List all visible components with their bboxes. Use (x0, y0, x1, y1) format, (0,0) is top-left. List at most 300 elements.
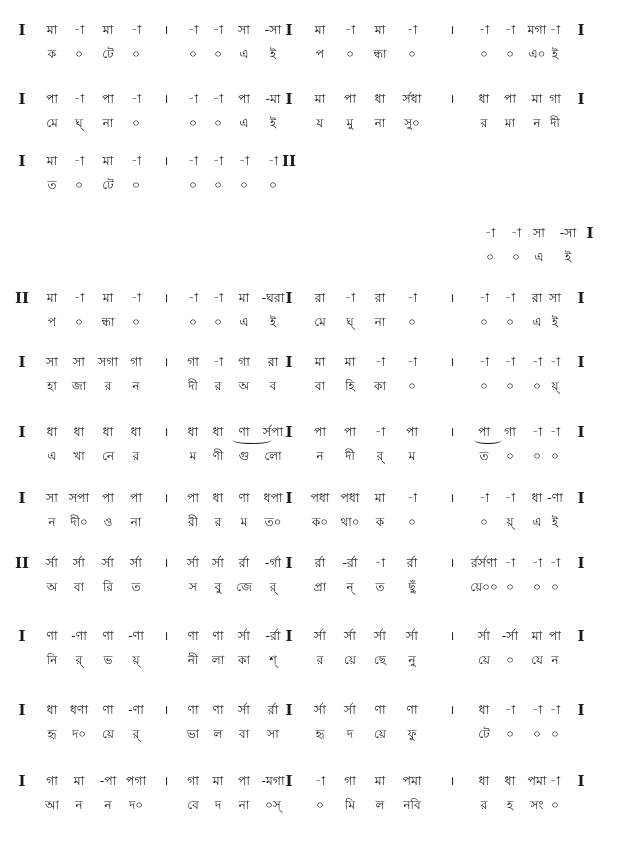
bar-line: I (18, 772, 26, 790)
swara-note: -া (478, 354, 490, 369)
slur-mark (232, 436, 272, 444)
swara-note: -া (549, 773, 561, 788)
swara-note: ধা (374, 91, 386, 106)
swara-note: -া (531, 354, 543, 369)
notation-line (0, 222, 624, 244)
swara-note: র্সা (46, 555, 58, 570)
swara-note: ধা (531, 490, 543, 505)
lyric-syllable: য়ে০০ (470, 580, 498, 594)
lyric-syllable: ই (269, 315, 277, 329)
swara-note: -া (212, 22, 224, 37)
swara-note: র্সা (238, 628, 250, 643)
beat-divider: । (163, 22, 169, 37)
swara-note: ধা (46, 702, 58, 717)
lyric-syllable: যে (531, 653, 543, 667)
beat-divider: । (449, 91, 455, 106)
lyric-syllable: ০ (506, 47, 514, 61)
lyric-syllable: টে (102, 47, 114, 61)
lyric-syllable: ০ (269, 178, 277, 192)
lyric-syllable: ন (533, 116, 541, 130)
swara-note: সা (73, 354, 85, 369)
lyric-syllable: ০ (506, 580, 514, 594)
swara-note: -সা (559, 225, 577, 240)
lyric-syllable: ত (47, 178, 57, 192)
swara-note: পা (548, 628, 562, 643)
lyric-syllable: ফু (407, 727, 417, 741)
swara-note: মা (46, 22, 58, 37)
lyric-syllable: ন্ধা (101, 315, 115, 329)
swara-note: -া (531, 424, 543, 439)
swara-note: -া (549, 555, 561, 570)
lyric-syllable: ঘ্ (346, 315, 354, 329)
lyric-syllable: ০ (551, 798, 559, 812)
lyric-syllable: য়্ (506, 515, 514, 529)
swara-note: -া (344, 290, 356, 305)
swara-note: ধা (212, 424, 224, 439)
lyric-syllable: ক (375, 515, 385, 529)
swara-note: রা (267, 354, 279, 369)
lyric-syllable: হৃ (47, 727, 57, 741)
lyric-syllable: মু (346, 116, 354, 130)
beat-divider: । (163, 490, 169, 505)
lyric-syllable: সা (267, 727, 279, 741)
swara-note: -া (267, 153, 279, 168)
bar-line: I (18, 627, 26, 645)
swara-note: র্রা (314, 555, 326, 570)
swara-note: পা (503, 91, 517, 106)
lyric-syllable: ০ (189, 116, 197, 130)
beat-divider: । (163, 354, 169, 369)
lyric-syllable: ম (408, 449, 416, 463)
bar-line: II (281, 152, 297, 170)
swara-note: -া (504, 354, 516, 369)
swara-note: পগা (125, 773, 147, 788)
swara-note: -া (504, 490, 516, 505)
swara-note: -র্সা (501, 628, 519, 643)
swara-note: -র্রা (265, 628, 281, 643)
swara-note: ণা (238, 424, 250, 439)
bar-line: I (285, 627, 293, 645)
lyric-syllable: র (316, 653, 324, 667)
swara-note: সপা (68, 490, 90, 505)
swara-note: -ণা (71, 628, 87, 643)
swara-note: -ণা (128, 628, 144, 643)
swara-note: ণা (406, 702, 418, 717)
swara-note: মা (531, 628, 543, 643)
swara-note: -া (478, 490, 490, 505)
bar-line: I (18, 489, 26, 507)
bar-line: I (577, 701, 585, 719)
lyric-syllable: য (316, 116, 324, 130)
swara-note: র্সা (187, 555, 199, 570)
swara-note: পা (313, 424, 327, 439)
swara-note: র্রা (238, 555, 250, 570)
swara-note: -া (187, 22, 199, 37)
lyric-syllable: না (130, 515, 142, 529)
swara-note: ধা (212, 490, 224, 505)
swara-note: পা (101, 490, 115, 505)
lyric-syllable: এ (239, 116, 249, 130)
lyric-syllable: না (374, 116, 386, 130)
swara-note: -া (212, 91, 224, 106)
lyric-syllable: বা (73, 580, 85, 594)
lyric-syllable: ল (375, 798, 385, 812)
swara-note: মা (314, 354, 326, 369)
swara-note: -া (73, 290, 85, 305)
swara-note: -া (406, 490, 418, 505)
lyric-syllable: ভা (186, 727, 200, 741)
lyric-syllable: টে (478, 727, 490, 741)
beat-divider: । (449, 290, 455, 305)
lyric-syllable: ০ (189, 47, 197, 61)
swara-note: -া (549, 424, 561, 439)
beat-divider: । (163, 628, 169, 643)
swara-note: -ণা (547, 490, 563, 505)
swara-note: সা (549, 290, 561, 305)
beat-divider: । (449, 490, 455, 505)
lyric-syllable: মে (314, 315, 326, 329)
swara-note: -া (510, 225, 522, 240)
lyric-syllable: ক (47, 47, 57, 61)
beat-divider: । (163, 702, 169, 717)
swara-note: মা (238, 290, 250, 305)
swara-note: -া (130, 22, 142, 37)
swara-note: -া (130, 290, 142, 305)
lyric-syllable: এ (47, 449, 57, 463)
bar-line: I (577, 772, 585, 790)
swara-note: ণা (238, 490, 250, 505)
lyric-syllable: ০ (408, 315, 416, 329)
lyric-syllable: ০ (408, 379, 416, 393)
bar-line: I (285, 554, 293, 572)
lyric-syllable: ০ (506, 379, 514, 393)
lyric-syllable: রী (187, 515, 199, 529)
swara-note: -া (406, 290, 418, 305)
swara-note: -ঘরা (261, 290, 285, 305)
swara-note: গা (238, 354, 250, 369)
lyric-syllable: ০ (75, 47, 83, 61)
swara-note: ণা (187, 702, 199, 717)
swara-note: র্সা (130, 555, 142, 570)
swara-note: ধা (478, 702, 490, 717)
bar-line: I (285, 701, 293, 719)
lyric-syllable: দী (345, 449, 355, 463)
lyric-syllable: র্ (376, 449, 384, 463)
swara-note: পা (343, 91, 357, 106)
lyric-syllable: এ০ (528, 47, 546, 61)
beat-divider: । (449, 354, 455, 369)
lyric-syllable: য়ে (478, 653, 490, 667)
swara-note: -া (212, 153, 224, 168)
lyric-syllable: র (104, 379, 112, 393)
swara-note: -া (549, 702, 561, 717)
swara-note: -া (374, 555, 386, 570)
swara-note: ধা (187, 424, 199, 439)
swara-note: মা (531, 91, 543, 106)
lyric-line (0, 723, 624, 745)
lyric-syllable: ই (551, 47, 559, 61)
lyric-syllable: ক০ (311, 515, 329, 529)
swara-note: -া (374, 354, 386, 369)
swara-note: -া (238, 153, 250, 168)
lyric-syllable: হি (345, 379, 355, 393)
swara-note: ধপা (263, 490, 283, 505)
swara-note: -া (130, 91, 142, 106)
lyric-syllable: মা (504, 116, 516, 130)
swara-note: পমা (402, 773, 422, 788)
swara-note: মা (344, 354, 356, 369)
lyric-syllable: ও (103, 515, 113, 529)
lyric-syllable: ই (269, 116, 277, 130)
bar-line: I (18, 90, 26, 108)
lyric-syllable: ন্ধা (373, 47, 387, 61)
swara-note: -ণা (128, 702, 144, 717)
swara-note: -া (478, 290, 490, 305)
swara-note: -া (73, 153, 85, 168)
swara-note: সা (46, 354, 58, 369)
lyric-syllable: খা (73, 449, 85, 463)
swara-note: ণা (46, 628, 58, 643)
swara-note: র্সা (344, 702, 356, 717)
bar-line: I (577, 353, 585, 371)
lyric-syllable: লো (264, 449, 282, 463)
lyric-syllable: ই (269, 47, 277, 61)
lyric-syllable: ০ (551, 727, 559, 741)
swara-note: পা (186, 490, 200, 505)
lyric-syllable: র (480, 798, 488, 812)
lyric-syllable: র (480, 116, 488, 130)
lyric-syllable: বে (187, 798, 199, 812)
lyric-syllable: ই (551, 515, 559, 529)
swara-note: -া (531, 555, 543, 570)
lyric-syllable: প (47, 315, 57, 329)
lyric-syllable: মে (46, 116, 58, 130)
swara-note: -র্রা (342, 555, 358, 570)
swara-note: পা (45, 91, 59, 106)
lyric-line (0, 174, 624, 196)
notation-line (0, 19, 624, 41)
swara-note: রা (314, 290, 326, 305)
notation-line (0, 625, 624, 647)
swara-note: -া (531, 702, 543, 717)
lyric-syllable: ই (564, 250, 572, 264)
swara-note: র্সা (314, 628, 326, 643)
notation-line (0, 351, 624, 373)
lyric-syllable: এ (534, 250, 544, 264)
lyric-syllable: গু (238, 449, 250, 463)
lyric-syllable: দী (188, 379, 198, 393)
lyric-syllable: ছে (373, 653, 387, 667)
swara-note: -া (549, 22, 561, 37)
lyric-syllable: ঘ্ (75, 116, 83, 130)
swara-note: মা (102, 153, 114, 168)
swara-note: ণা (374, 702, 386, 717)
swara-note: সা (533, 225, 545, 240)
lyric-syllable: ০ (132, 116, 140, 130)
lyric-syllable: ভ (103, 653, 113, 667)
bar-line: I (586, 224, 594, 242)
bar-line: II (14, 289, 30, 307)
lyric-syllable: হৃ (315, 727, 325, 741)
swara-note: রা (531, 290, 543, 305)
lyric-syllable: নি (46, 653, 58, 667)
swara-note: ধণা (69, 702, 89, 717)
lyric-syllable: বু (214, 580, 222, 594)
lyric-line (0, 649, 624, 671)
lyric-syllable: ন্ (346, 580, 354, 594)
lyric-syllable: নী (187, 653, 199, 667)
lyric-syllable: জে (236, 580, 252, 594)
lyric-syllable: ০ (506, 727, 514, 741)
lyric-line (0, 43, 624, 65)
swara-note: -া (212, 290, 224, 305)
bar-line: I (577, 627, 585, 645)
lyric-syllable: ০ (533, 727, 541, 741)
lyric-syllable: ০ (480, 515, 488, 529)
lyric-syllable: না (102, 116, 114, 130)
lyric-line (0, 445, 624, 467)
swara-note: র্সা (73, 555, 85, 570)
lyric-syllable: সং (530, 798, 544, 812)
lyric-syllable: ০ (132, 47, 140, 61)
swara-note: ণা (102, 628, 114, 643)
swara-note: র্রা (406, 555, 418, 570)
lyric-syllable: য়ে (102, 727, 114, 741)
lyric-syllable: অ (238, 379, 250, 393)
lyric-syllable: ০ (214, 178, 222, 192)
swara-note: র্সা (406, 628, 418, 643)
lyric-syllable: রি (102, 580, 114, 594)
lyric-syllable: র্ (132, 727, 140, 741)
swara-note: পা (405, 424, 419, 439)
swara-note: র্সা (344, 628, 356, 643)
beat-divider: । (163, 153, 169, 168)
lyric-syllable: ০ (408, 47, 416, 61)
notation-line (0, 487, 624, 509)
swara-note: মা (73, 773, 85, 788)
swara-note: -া (130, 153, 142, 168)
bar-line: I (577, 423, 585, 441)
lyric-syllable: ন (551, 653, 559, 667)
swara-note: র্সা (212, 555, 224, 570)
lyric-syllable: য়ে (344, 653, 356, 667)
lyric-syllable: জা (71, 379, 87, 393)
swara-note: -া (406, 22, 418, 37)
swara-note: -মগা (261, 773, 285, 788)
swara-note: -া (504, 555, 516, 570)
swara-note: -া (406, 354, 418, 369)
swara-note: র্রর্সণা (470, 555, 498, 570)
bar-line: I (577, 90, 585, 108)
lyric-syllable: ০ (189, 315, 197, 329)
swara-note: পা (343, 424, 357, 439)
swara-note: মা (314, 91, 326, 106)
lyric-syllable: ০ (506, 315, 514, 329)
bar-line: I (18, 423, 26, 441)
bar-line: I (577, 289, 585, 307)
beat-divider: । (449, 555, 455, 570)
bar-line: I (285, 21, 293, 39)
swara-note: -া (478, 22, 490, 37)
lyric-syllable: ন (48, 515, 56, 529)
lyric-syllable: প (315, 47, 325, 61)
lyric-syllable: ই (551, 315, 559, 329)
swara-note: গা (187, 354, 199, 369)
lyric-syllable: এ (239, 47, 249, 61)
lyric-line (0, 112, 624, 134)
swara-note: র্সা (314, 702, 326, 717)
lyric-syllable: ০ (512, 250, 520, 264)
lyric-syllable: ম (189, 449, 197, 463)
swara-note: গা (344, 773, 356, 788)
notation-line (0, 699, 624, 721)
lyric-syllable: দ০ (128, 798, 144, 812)
swara-note: গা (46, 773, 58, 788)
lyric-syllable: ০ (533, 449, 541, 463)
lyric-syllable: ছুঁ (408, 580, 416, 594)
swara-note: র্সা (238, 702, 250, 717)
swara-note: রা (374, 290, 386, 305)
swara-note: -পা (99, 773, 117, 788)
lyric-syllable: ০ (480, 315, 488, 329)
swara-note: মা (314, 22, 326, 37)
swara-note: র্সা (102, 555, 114, 570)
notation-line (0, 287, 624, 309)
lyric-line (0, 511, 624, 533)
swara-note: মা (46, 290, 58, 305)
lyric-syllable: র (214, 515, 222, 529)
swara-note: র্সধা (402, 91, 422, 106)
swara-note: মা (212, 773, 224, 788)
swara-note: -সা (264, 22, 282, 37)
lyric-syllable: ত (375, 580, 385, 594)
swara-note: মগা (527, 22, 547, 37)
lyric-syllable: ০ (240, 178, 248, 192)
lyric-syllable: ব (269, 379, 277, 393)
lyric-syllable: ন (132, 379, 140, 393)
swara-note: মা (102, 22, 114, 37)
lyric-syllable: সু০ (404, 116, 420, 130)
swara-note: -া (374, 424, 386, 439)
lyric-syllable: ত (479, 449, 489, 463)
swara-note: পধা (340, 490, 360, 505)
lyric-syllable: হ (506, 798, 514, 812)
swara-note: সা (46, 490, 58, 505)
lyric-syllable: নু (408, 653, 416, 667)
notation-line (0, 552, 624, 574)
lyric-line (0, 794, 624, 816)
lyric-syllable: এ (239, 315, 249, 329)
lyric-syllable: ০ (316, 798, 324, 812)
lyric-syllable: ম (240, 515, 248, 529)
swara-note: -া (73, 91, 85, 106)
lyric-syllable: র্ (269, 580, 277, 594)
swara-note: -া (187, 290, 199, 305)
lyric-syllable: টে (102, 178, 114, 192)
beat-divider: । (449, 22, 455, 37)
swara-note: গা (549, 91, 561, 106)
bar-line: I (18, 701, 26, 719)
beat-divider: । (449, 628, 455, 643)
lyric-syllable: ত০ (264, 515, 282, 529)
swara-note: ধা (102, 424, 114, 439)
swara-note: র্সপা (262, 424, 284, 439)
lyric-syllable: স (189, 580, 197, 594)
lyric-syllable: থা০ (340, 515, 360, 529)
swara-note: গা (130, 354, 142, 369)
lyric-syllable: শ্ (269, 653, 277, 667)
lyric-line (0, 311, 624, 333)
